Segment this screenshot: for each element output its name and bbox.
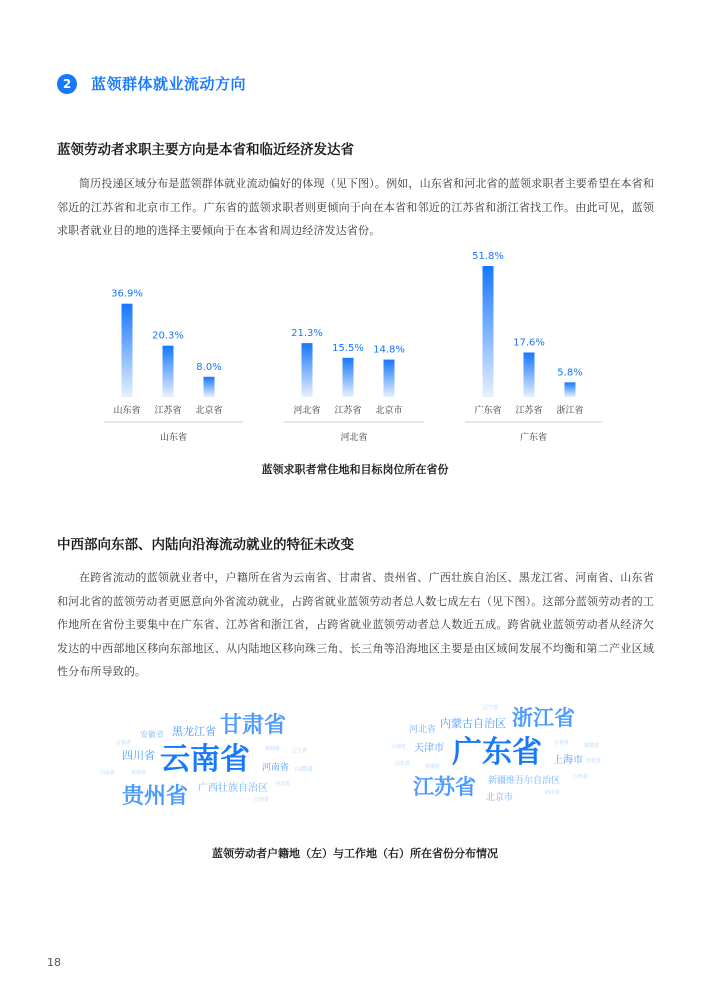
section-number-badge: 2 (57, 74, 77, 94)
chart-caption: 蓝领求职者常住地和目标岗位所在省份 (261, 463, 449, 476)
hometown-word: 辽宁省 (292, 748, 308, 754)
bar (302, 343, 313, 397)
workplace-word: 云南省 (391, 744, 407, 750)
hometown-word: 陕西省 (265, 746, 281, 752)
hometown-word: 河北省 (275, 781, 291, 787)
group-label: 河北省 (340, 433, 368, 443)
hometown-word: 云南省 (160, 742, 250, 777)
x-tick-label: 河北省 (293, 406, 321, 416)
hometown-word: 河南省 (262, 763, 290, 773)
bar-value-label: 51.8% (472, 251, 504, 262)
paragraph-2: 在跨省流动的蓝领就业者中，户籍所在省为云南省、甘肃省、贵州省、广西壮族自治区、黑龙江省、河南省、山东省和河北省的蓝领劳动者更愿意向外省流动就业，占跨省就业蓝领劳动者总人数七成左右（见下图）。这部分蓝领劳动者的工作地所在省份主要集中在广东省、江苏省和浙江省，占跨省就业蓝领劳动者总人数近五成。跨省就业蓝领劳动者从经济欠发达的中西部地区移向东部地区、从内陆地区移向珠三角、长三角等沿海地区主要是由区域间发展不均衡和第二产业区域性分布所导致的。 (57, 571, 654, 678)
hometown-word: 四川省 (122, 749, 155, 762)
hometown-word: 吉林省 (116, 740, 132, 746)
bar (343, 358, 354, 397)
hometown-word: 青海省 (131, 770, 147, 776)
workplace-word: 广东省 (452, 735, 542, 770)
bar-value-label: 17.6% (513, 337, 545, 349)
bar-value-label: 20.3% (152, 330, 184, 342)
bar-value-label: 36.9% (111, 288, 143, 300)
x-tick-label: 山东省 (113, 406, 141, 416)
hometown-word: 山东省 (100, 770, 116, 776)
workplace-word: 内蒙古自治区 (440, 717, 506, 730)
hometown-word: 广西壮族自治区 (198, 783, 268, 794)
x-tick-label: 北京省 (195, 406, 223, 416)
workplace-word: 河北省 (409, 725, 437, 735)
bar (163, 346, 174, 397)
x-tick-label: 江苏省 (515, 406, 543, 416)
bar (122, 304, 133, 397)
page-number: 18 (47, 956, 61, 969)
bar-value-label: 8.0% (196, 361, 222, 373)
workplace-word: 浙江省 (512, 706, 575, 730)
section-title: 蓝领群体就业流动方向 (91, 75, 247, 93)
x-tick-label: 广东省 (474, 406, 502, 416)
group-label: 山东省 (159, 433, 188, 443)
bar (483, 266, 494, 397)
x-tick-label: 江苏省 (334, 406, 362, 416)
wordcloud-caption: 蓝领劳动者户籍地（左）与工作地（右）所在省份分布情况 (212, 847, 498, 860)
hometown-word: 黑龙江省 (172, 725, 216, 738)
bar-value-label: 15.5% (332, 342, 364, 354)
bar (204, 377, 215, 397)
workplace-word: 北京市 (486, 793, 514, 803)
x-tick-label: 江苏省 (154, 406, 182, 416)
workplace-word: 上海市 (553, 755, 583, 766)
bar (565, 382, 576, 397)
workplace-word: 山东省 (395, 761, 411, 767)
workplace-word: 河北省 (586, 758, 602, 764)
bar-value-label: 5.8% (557, 367, 583, 379)
workplace-word: 天津市 (414, 743, 444, 754)
hometown-word: 江西省 (254, 797, 270, 803)
workplace-word: 新疆维吾尔自治区 (488, 776, 561, 786)
subheading-1: 蓝领劳动者求职主要方向是本省和临近经济发达省 (57, 142, 354, 158)
x-tick-label: 北京市 (375, 406, 403, 416)
workplace-word: 江西省 (573, 774, 589, 780)
paragraph-1: 简历投递区域分布是蓝领群体就业流动偏好的体现（见下图）。例如，山东省和河北省的蓝领求职者主要希望在本省和邻近的江苏省和北京市工作。广东省的蓝领求职者则更倾向于向在本省和邻近的江苏省和浙江省找工作。由此可见，蓝领求职者就业目的地的选择主要倾向于在本省和周边经济发达省份。 (57, 177, 654, 237)
workplace-word: 江苏省 (413, 775, 476, 799)
bar (524, 352, 535, 397)
workplace-word: 吉林省 (554, 740, 570, 746)
bar-chart (0, 0, 710, 460)
bar (384, 360, 395, 397)
group-label: 广东省 (519, 433, 548, 443)
hometown-word: 安徽省 (140, 730, 164, 739)
bar-value-label: 14.8% (373, 344, 405, 356)
workplace-word: 福建省 (584, 743, 600, 749)
hometown-word: 贵州省 (122, 784, 189, 809)
bar-value-label: 21.3% (291, 328, 323, 340)
x-tick-label: 浙江省 (556, 406, 584, 416)
workplace-word: 四川省 (545, 790, 561, 796)
hometown-word: 甘肃省 (220, 713, 287, 738)
workplace-word: 辽宁省 (483, 705, 499, 711)
subheading-2: 中西部向东部、内陆向沿海流动就业的特征未改变 (57, 537, 354, 553)
hometown-word: 山西省 (295, 766, 314, 773)
workplace-word: 青海省 (425, 764, 441, 770)
